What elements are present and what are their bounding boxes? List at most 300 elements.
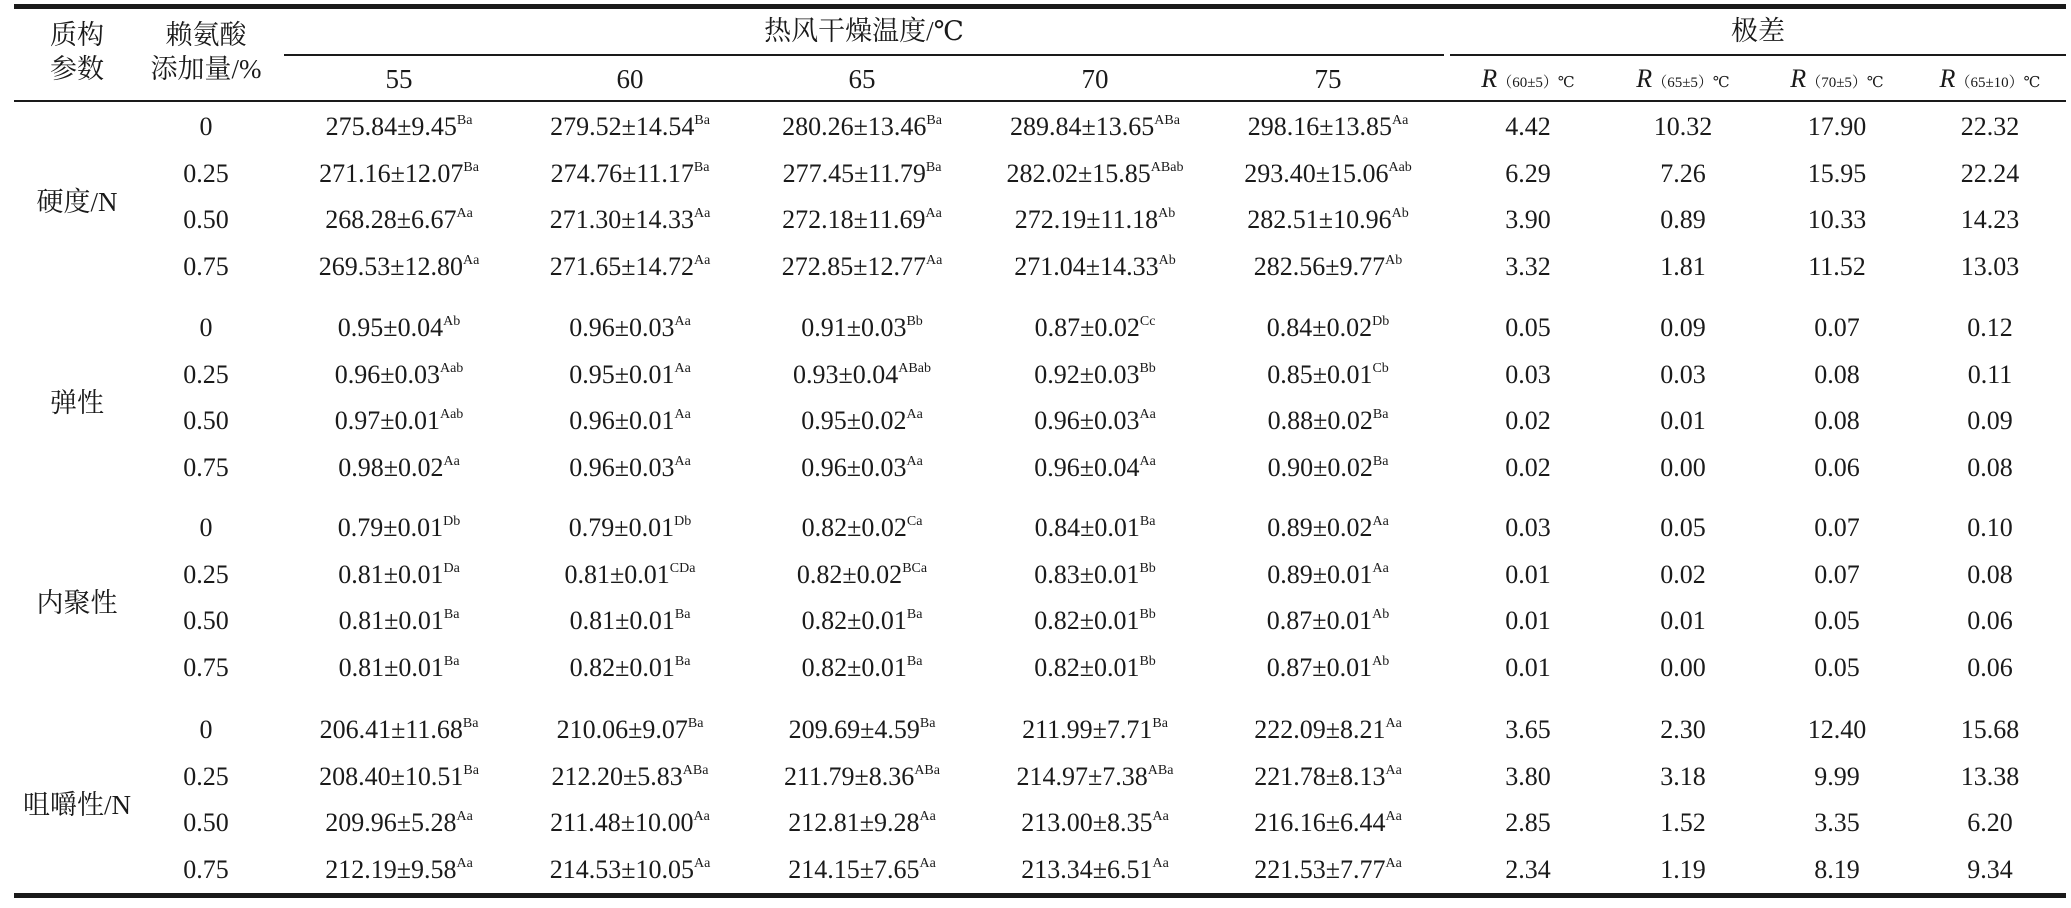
addition-cell: 0 — [199, 112, 213, 141]
range-cell: 0.02 — [1660, 559, 1706, 589]
significance-letters: Aa — [919, 809, 936, 824]
value-text: 279.52±14.54 — [550, 112, 695, 141]
value-cell — [514, 800, 746, 846]
table-row — [14, 398, 2066, 444]
significance-letters: ABab — [1150, 159, 1184, 175]
range-cell: 0.03 — [1505, 359, 1551, 389]
significance-letters: Ba — [919, 716, 936, 731]
value-cell — [978, 645, 1212, 691]
value-cell — [978, 104, 1212, 150]
value-cell — [514, 598, 746, 644]
value-text: 0.96±0.03 — [569, 313, 675, 342]
range-cell: 3.35 — [1814, 808, 1860, 837]
range-cell: 3.18 — [1660, 761, 1706, 791]
addition-cell: 0.50 — [183, 205, 229, 234]
table-row — [14, 847, 2066, 893]
range-cell: 0.06 — [1814, 452, 1860, 482]
value-text: 0.87±0.01 — [1266, 606, 1373, 635]
significance-letters: Ba — [456, 113, 473, 128]
significance-letters: Ba — [906, 607, 923, 622]
range-cell: 3.65 — [1505, 715, 1551, 744]
range-cell: 1.52 — [1660, 808, 1706, 837]
significance-letters: Aa — [1372, 514, 1389, 529]
header-temp-60: 60 — [616, 64, 644, 94]
header-param — [14, 18, 140, 86]
table-bottom-rule — [14, 893, 2066, 898]
header-param-line1: 质构 — [50, 20, 104, 50]
range-cell: 0.01 — [1505, 559, 1551, 589]
table-row — [14, 151, 2066, 197]
value-text: 0.96±0.04 — [1034, 452, 1140, 482]
table-row — [14, 352, 2066, 398]
range-cell: 0.00 — [1660, 452, 1706, 482]
significance-letters: Ba — [674, 653, 691, 669]
header-temperature-group: 热风干燥温度/℃ — [764, 16, 964, 46]
significance-letters: Bb — [1139, 560, 1156, 576]
range-subscript: （65±10）℃ — [1955, 75, 2041, 91]
value-cell — [978, 847, 1212, 893]
group-label: 内聚性 — [36, 588, 118, 618]
table-row — [14, 754, 2066, 800]
value-text: 282.51±10.96 — [1247, 205, 1392, 234]
value-text: 0.95±0.02 — [801, 406, 907, 435]
significance-letters: Ba — [1372, 407, 1389, 422]
significance-letters: Ab — [1391, 206, 1409, 221]
significance-letters: Ba — [694, 113, 710, 128]
range-cell: 9.99 — [1814, 761, 1860, 791]
value-text: 0.93±0.04 — [793, 359, 899, 389]
significance-letters: Bb — [906, 314, 923, 329]
range-cell: 0.89 — [1660, 205, 1706, 234]
value-cell — [746, 598, 978, 644]
value-cell — [1212, 754, 1444, 800]
value-text: 282.02±15.85 — [1006, 158, 1151, 188]
value-text: 0.96±0.03 — [334, 359, 440, 389]
value-text: 289.84±13.65 — [1010, 112, 1155, 141]
value-cell — [1212, 598, 1444, 644]
significance-letters: Ba — [906, 653, 923, 669]
value-text: 213.34±6.51 — [1021, 854, 1153, 884]
value-cell — [978, 197, 1212, 243]
value-text: 214.15±7.65 — [788, 854, 920, 884]
value-cell — [1212, 305, 1444, 351]
significance-letters: Aa — [1385, 855, 1402, 871]
data-table — [14, 4, 2066, 900]
range-cell: 0.12 — [1967, 313, 2013, 342]
header-addition-line2: 添加量/% — [150, 54, 262, 84]
range-cell: 0.07 — [1814, 313, 1860, 342]
value-text: 0.96±0.03 — [569, 452, 675, 482]
range-subscript: （65±5）℃ — [1652, 75, 1730, 91]
value-text: 0.95±0.04 — [337, 313, 444, 342]
significance-letters: ABa — [1147, 762, 1174, 778]
value-cell — [746, 552, 978, 598]
header-bottom-rule — [14, 100, 2066, 102]
significance-letters: Bb — [1139, 653, 1156, 669]
header-temp-70: 70 — [1081, 64, 1109, 94]
group-label: 咀嚼性/N — [23, 790, 131, 820]
table-row — [14, 505, 2066, 551]
significance-letters: Aa — [456, 855, 473, 871]
significance-letters: Aa — [693, 206, 711, 221]
significance-letters: Aa — [1152, 855, 1169, 871]
range-cell: 17.90 — [1807, 112, 1867, 141]
value-text: 211.79±8.36 — [784, 761, 915, 791]
range-cell: 0.01 — [1505, 606, 1551, 635]
range-cell: 0.05 — [1660, 513, 1706, 542]
value-cell — [746, 398, 978, 444]
range-cell: 3.90 — [1505, 205, 1551, 234]
header-param-line2: 参数 — [50, 54, 104, 84]
significance-letters: Aab — [439, 407, 464, 422]
value-text: 0.90±0.02 — [1267, 452, 1373, 482]
range-group-rule — [1450, 54, 2066, 56]
range-cell: 10.32 — [1653, 112, 1713, 141]
significance-letters: ABa — [1154, 113, 1180, 128]
range-cell: 6.20 — [1967, 808, 2013, 837]
range-cell: 3.32 — [1505, 251, 1551, 281]
value-cell — [746, 505, 978, 551]
significance-letters: Aa — [674, 314, 691, 329]
table-row — [14, 445, 2066, 491]
range-cell: 13.38 — [1960, 761, 2020, 791]
header-temp-55: 55 — [385, 64, 413, 94]
value-text: 282.56±9.77 — [1253, 251, 1386, 281]
value-text: 271.04±14.33 — [1014, 251, 1159, 281]
value-text: 212.81±9.28 — [788, 808, 920, 837]
significance-letters: Ba — [462, 716, 479, 731]
value-text: 293.40±15.06 — [1244, 158, 1389, 188]
header-addition-line1: 赖氨酸 — [165, 20, 247, 50]
range-cell: 15.95 — [1807, 158, 1867, 188]
value-cell — [978, 352, 1212, 398]
significance-letters: Aa — [693, 855, 711, 871]
significance-letters: Ab — [443, 314, 461, 329]
significance-letters: Aa — [1385, 809, 1402, 824]
value-cell — [978, 505, 1212, 551]
range-cell: 15.68 — [1960, 715, 2020, 744]
value-cell — [746, 244, 978, 290]
value-cell — [284, 244, 514, 290]
significance-letters: Db — [1372, 314, 1390, 329]
significance-letters: Db — [674, 514, 692, 529]
significance-letters: Cb — [1372, 360, 1389, 376]
significance-letters: Ba — [443, 607, 460, 622]
value-cell — [746, 197, 978, 243]
value-cell — [978, 598, 1212, 644]
significance-letters: Ab — [1385, 252, 1403, 268]
table-row — [14, 305, 2066, 351]
range-cell: 0.08 — [1814, 406, 1860, 435]
value-text: 216.16±6.44 — [1254, 808, 1386, 837]
header-range-60-5 — [1450, 64, 1606, 94]
range-cell: 12.40 — [1807, 715, 1867, 744]
range-cell: 0.07 — [1814, 559, 1860, 589]
value-cell — [1212, 244, 1444, 290]
significance-letters: Aa — [456, 809, 473, 824]
header-range-group: 极差 — [1731, 16, 1785, 46]
significance-letters: Aa — [462, 252, 480, 268]
addition-cell: 0 — [199, 513, 213, 542]
value-text: 0.81±0.01 — [569, 606, 675, 635]
significance-letters: Aa — [1139, 453, 1156, 469]
value-cell — [284, 707, 514, 753]
significance-letters: Aa — [443, 453, 460, 469]
value-text: 268.28±6.67 — [325, 205, 457, 234]
significance-letters: Ba — [443, 653, 460, 669]
value-text: 221.53±7.77 — [1254, 854, 1386, 884]
significance-letters: Aa — [1385, 762, 1402, 778]
value-text: 0.87±0.01 — [1266, 652, 1373, 682]
value-text: 0.82±0.02 — [796, 559, 903, 589]
range-symbol: R — [1790, 64, 1807, 93]
value-cell — [1212, 352, 1444, 398]
value-text: 0.95±0.01 — [569, 359, 675, 389]
value-text: 0.96±0.03 — [801, 452, 907, 482]
value-text: 280.26±13.46 — [782, 112, 927, 141]
value-text: 0.96±0.03 — [1034, 406, 1140, 435]
significance-letters: Ca — [906, 514, 923, 529]
range-cell: 0.10 — [1967, 513, 2013, 542]
value-text: 221.78±8.13 — [1254, 761, 1386, 791]
range-cell: 2.34 — [1505, 854, 1551, 884]
significance-letters: BCa — [902, 560, 928, 576]
value-text: 209.96±5.28 — [325, 808, 457, 837]
addition-cell: 0.75 — [183, 251, 229, 281]
significance-letters: Aab — [439, 360, 464, 376]
significance-letters: Ba — [1152, 716, 1168, 731]
value-cell — [284, 645, 514, 691]
header-temp-65: 65 — [848, 64, 876, 94]
value-text: 0.88±0.02 — [1267, 406, 1373, 435]
significance-letters: Aa — [919, 855, 936, 871]
range-symbol: R — [1481, 64, 1498, 93]
value-cell — [978, 754, 1212, 800]
range-cell: 0.01 — [1505, 652, 1551, 682]
table-row — [14, 104, 2066, 150]
value-cell — [978, 151, 1212, 197]
value-text: 210.06±9.07 — [556, 715, 688, 744]
value-text: 0.82±0.01 — [569, 652, 675, 682]
range-cell: 0.03 — [1505, 513, 1551, 542]
value-cell — [978, 800, 1212, 846]
value-text: 214.97±7.38 — [1016, 761, 1148, 791]
value-cell — [746, 645, 978, 691]
significance-letters: Ba — [674, 607, 691, 622]
range-cell: 0.09 — [1660, 313, 1706, 342]
significance-letters: Ab — [1372, 653, 1390, 669]
value-text: 272.85±12.77 — [781, 251, 926, 281]
value-text: 0.79±0.01 — [337, 513, 444, 542]
significance-letters: Ab — [1158, 206, 1176, 221]
value-cell — [284, 305, 514, 351]
value-text: 0.81±0.01 — [564, 559, 670, 589]
value-text: 0.79±0.01 — [568, 513, 675, 542]
value-cell — [284, 847, 514, 893]
value-cell — [514, 847, 746, 893]
range-cell: 0.05 — [1505, 313, 1551, 342]
value-cell — [746, 151, 978, 197]
value-text: 298.16±13.85 — [1247, 112, 1392, 141]
significance-letters: ABa — [682, 762, 709, 778]
significance-letters: Ba — [926, 113, 942, 128]
range-cell: 9.34 — [1967, 854, 2013, 884]
value-cell — [514, 151, 746, 197]
value-cell — [284, 754, 514, 800]
significance-letters: Da — [443, 560, 460, 576]
value-text: 0.83±0.01 — [1034, 559, 1140, 589]
significance-letters: Bb — [1139, 360, 1156, 376]
value-cell — [746, 800, 978, 846]
value-text: 0.82±0.02 — [801, 513, 907, 542]
value-text: 274.76±11.17 — [550, 158, 694, 188]
value-text: 0.82±0.01 — [1034, 606, 1140, 635]
range-cell: 1.19 — [1660, 854, 1706, 884]
value-cell — [514, 754, 746, 800]
header-range-65-10 — [1914, 64, 2066, 94]
value-cell — [284, 151, 514, 197]
addition-cell: 0.25 — [183, 359, 229, 389]
value-cell — [514, 707, 746, 753]
addition-cell: 0 — [199, 715, 213, 744]
value-cell — [978, 305, 1212, 351]
value-cell — [284, 505, 514, 551]
table-row — [14, 244, 2066, 290]
value-cell — [746, 104, 978, 150]
value-text: 271.30±14.33 — [549, 205, 694, 234]
value-cell — [284, 104, 514, 150]
range-cell: 0.00 — [1660, 652, 1706, 682]
value-cell — [978, 552, 1212, 598]
addition-cell: 0.50 — [183, 606, 229, 635]
significance-letters: Ba — [687, 716, 704, 731]
value-text: 212.20±5.83 — [551, 761, 683, 791]
significance-letters: Ba — [1139, 514, 1156, 529]
value-text: 211.99±7.71 — [1022, 715, 1153, 744]
significance-letters: Aa — [1152, 809, 1169, 824]
addition-cell: 0.75 — [183, 452, 229, 482]
addition-cell: 0.25 — [183, 761, 229, 791]
header-temp-75: 75 — [1314, 64, 1342, 94]
addition-cell: 0.50 — [183, 808, 229, 837]
range-cell: 0.02 — [1505, 452, 1551, 482]
value-cell — [514, 398, 746, 444]
value-text: 0.98±0.02 — [338, 452, 444, 482]
range-cell: 11.52 — [1808, 251, 1866, 281]
range-cell: 0.08 — [1967, 452, 2013, 482]
range-cell: 0.01 — [1660, 606, 1706, 635]
value-text: 277.45±11.79 — [782, 158, 926, 188]
value-text: 0.92±0.03 — [1034, 359, 1140, 389]
value-cell — [284, 598, 514, 644]
value-text: 271.16±12.07 — [319, 158, 464, 188]
header-range-70-5 — [1760, 64, 1914, 94]
value-cell — [514, 104, 746, 150]
table-row — [14, 197, 2066, 243]
significance-letters: Ab — [1158, 252, 1176, 268]
value-cell — [1212, 398, 1444, 444]
addition-cell: 0.75 — [183, 652, 229, 682]
range-cell: 2.85 — [1505, 808, 1551, 837]
addition-cell: 0.25 — [183, 559, 229, 589]
range-cell: 0.02 — [1505, 406, 1551, 435]
significance-letters: Aa — [456, 206, 473, 221]
range-cell: 0.11 — [1967, 359, 2013, 389]
significance-letters: Ba — [463, 159, 479, 175]
significance-letters: Ba — [693, 159, 710, 175]
value-text: 275.84±9.45 — [325, 112, 457, 141]
value-cell — [1212, 552, 1444, 598]
value-cell — [978, 445, 1212, 491]
value-cell — [514, 244, 746, 290]
value-cell — [978, 398, 1212, 444]
value-text: 272.19±11.18 — [1014, 205, 1159, 234]
value-cell — [746, 847, 978, 893]
range-subscript: （60±5）℃ — [1497, 75, 1575, 91]
value-cell — [514, 305, 746, 351]
value-text: 208.40±10.51 — [319, 761, 464, 791]
range-cell: 3.80 — [1505, 761, 1551, 791]
range-cell: 0.08 — [1814, 359, 1860, 389]
value-cell — [1212, 151, 1444, 197]
group-label: 弹性 — [50, 388, 104, 418]
significance-letters: Cc — [1139, 314, 1156, 329]
value-cell — [284, 445, 514, 491]
value-text: 0.91±0.03 — [801, 313, 907, 342]
table-top-rule — [14, 4, 2066, 9]
value-text: 0.84±0.02 — [1266, 313, 1373, 342]
value-text: 213.00±8.35 — [1021, 808, 1153, 837]
range-cell: 0.05 — [1814, 606, 1860, 635]
significance-letters: Aa — [1372, 560, 1389, 576]
significance-letters: Aa — [906, 407, 923, 422]
value-cell — [1212, 197, 1444, 243]
significance-letters: Aa — [674, 407, 691, 422]
value-cell — [746, 305, 978, 351]
value-cell — [1212, 104, 1444, 150]
value-text: 0.81±0.01 — [338, 652, 444, 682]
value-text: 0.89±0.02 — [1267, 513, 1373, 542]
range-cell: 13.03 — [1960, 251, 2020, 281]
group-label: 硬度/N — [36, 187, 118, 217]
significance-letters: Ba — [925, 159, 942, 175]
value-text: 0.97±0.01 — [334, 406, 440, 435]
range-cell: 0.05 — [1814, 652, 1860, 682]
range-cell: 22.32 — [1960, 112, 2020, 141]
value-text: 222.09±8.21 — [1254, 715, 1386, 744]
value-cell — [978, 707, 1212, 753]
significance-letters: Aab — [1388, 159, 1412, 175]
value-cell — [284, 800, 514, 846]
table-row — [14, 645, 2066, 691]
range-cell: 10.33 — [1807, 205, 1867, 234]
addition-cell: 0.25 — [183, 158, 229, 188]
value-cell — [514, 352, 746, 398]
significance-letters: Ba — [1372, 453, 1389, 469]
value-cell — [284, 398, 514, 444]
value-cell — [1212, 505, 1444, 551]
range-cell: 22.24 — [1960, 158, 2020, 188]
value-text: 0.85±0.01 — [1267, 359, 1373, 389]
value-text: 0.82±0.01 — [1034, 652, 1140, 682]
value-cell — [746, 754, 978, 800]
value-text: 271.65±14.72 — [549, 251, 694, 281]
value-cell — [514, 505, 746, 551]
range-cell: 0.09 — [1967, 406, 2013, 435]
value-cell — [978, 244, 1212, 290]
value-cell — [514, 645, 746, 691]
value-text: 0.87±0.02 — [1034, 313, 1140, 342]
